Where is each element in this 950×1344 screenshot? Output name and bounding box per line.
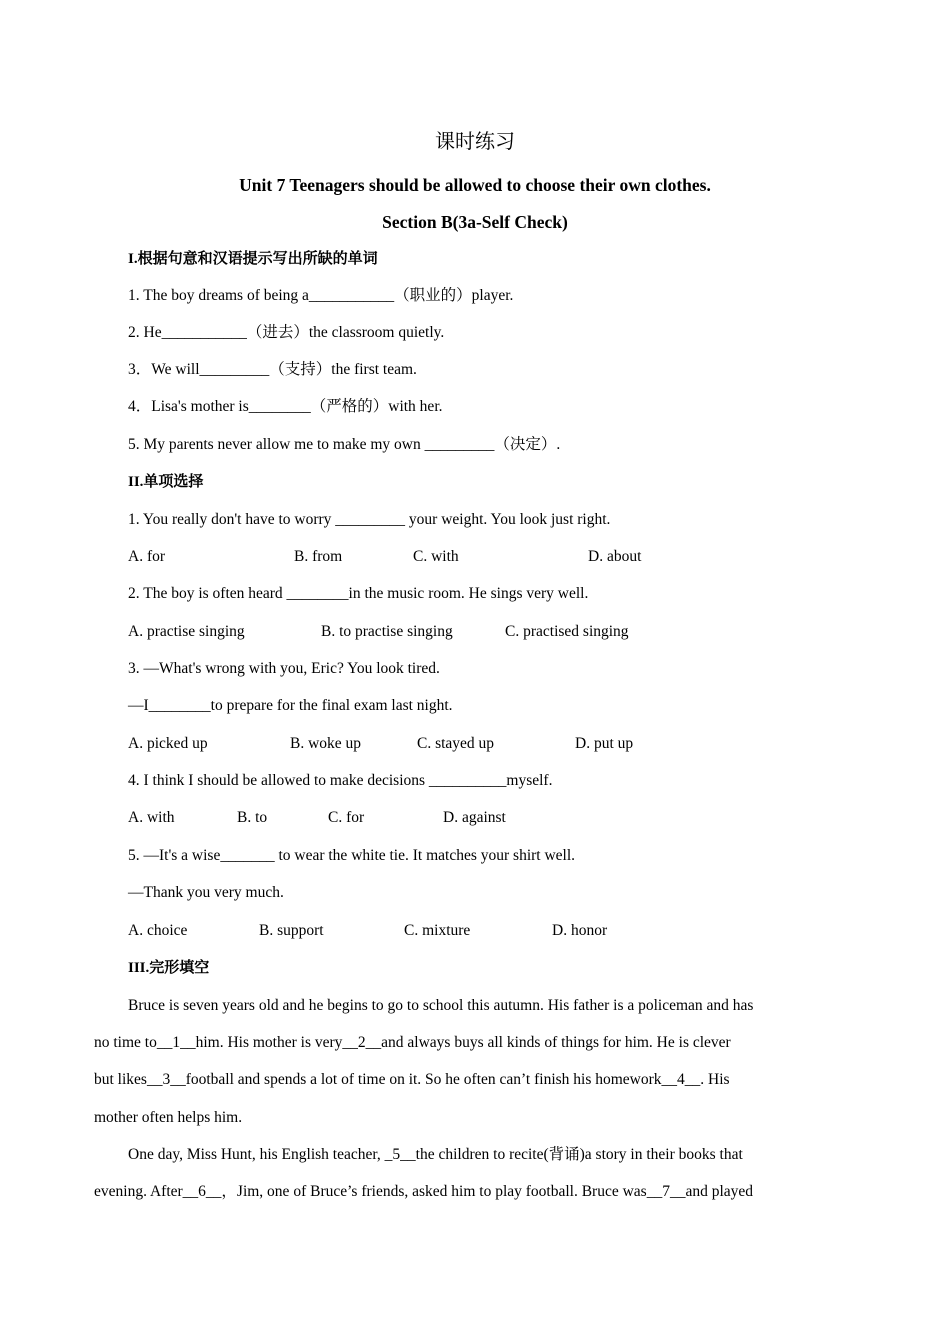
option: A. with [128, 809, 175, 826]
part1-item: 4．Lisa's mother is________（严格的）with her. [128, 398, 443, 415]
unit-title: Unit 7 Teenagers should be allowed to choose their own clothes. [239, 175, 711, 195]
passage-line: One day, Miss Hunt, his English teacher, _5__the children to recite(背诵)a story in their books that [128, 1146, 743, 1163]
section-title: Section B(3a-Self Check) [382, 212, 568, 232]
option: C. practised singing [505, 623, 629, 640]
question-stem: 5. —It's a wise_______ to wear the white tie. It matches your shirt well. [128, 847, 576, 864]
option: C. mixture [404, 922, 471, 939]
option: D. put up [575, 735, 634, 752]
question-stem: 4. I think I should be allowed to make decisions __________myself. [128, 772, 553, 789]
option: A. choice [128, 922, 188, 939]
passage-line: Bruce is seven years old and he begins to go to school this autumn. His father is a policeman and has [128, 997, 754, 1014]
option-row [0, 547, 950, 567]
part3-heading: III.完形填空 [128, 960, 210, 976]
passage-line: but likes__3__football and spends a lot of time on it. So he often can’t finish his homework__4__. His [94, 1071, 730, 1088]
question-stem: 2. The boy is often heard ________in the music room. He sings very well. [128, 585, 589, 602]
option: B. from [294, 548, 343, 565]
part2-heading: II.单项选择 [128, 474, 204, 490]
option: B. woke up [290, 735, 362, 752]
option: D. against [443, 809, 506, 826]
option: A. for [128, 548, 166, 565]
page-title: 课时练习 [435, 129, 515, 153]
passage-line: no time to__1__him. His mother is very__2__and always buys all kinds of things for him. He is clever [94, 1034, 731, 1051]
part1-item: 5. My parents never allow me to make my own _________（决定）. [128, 436, 561, 453]
part1-item: 3．We will_________（支持）the first team. [128, 361, 417, 378]
option: C. for [328, 809, 365, 826]
part1-item: 1. The boy dreams of being a___________（职业的）player. [128, 287, 514, 304]
option: D. about [588, 548, 642, 565]
option: B. to practise singing [321, 623, 453, 640]
option: B. support [259, 922, 324, 939]
option: A. practise singing [128, 623, 245, 640]
option-row [0, 921, 950, 941]
question-reply: —Thank you very much. [128, 884, 284, 901]
question-reply: —I________to prepare for the final exam last night. [128, 697, 453, 714]
option: A. picked up [128, 735, 208, 752]
option: D. honor [552, 922, 608, 939]
part1-heading: I.根据句意和汉语提示写出所缺的单词 [128, 251, 378, 267]
passage-line: mother often helps him. [94, 1109, 243, 1126]
option: C. stayed up [417, 735, 495, 752]
question-stem: 3. —What's wrong with you, Eric? You look tired. [128, 660, 440, 677]
option-row [0, 808, 950, 828]
option: B. to [237, 809, 268, 826]
option: C. with [413, 548, 459, 565]
option-row [0, 622, 950, 642]
part1-item: 2. He___________（进去）the classroom quietly. [128, 324, 445, 341]
passage-line: evening. After__6__，Jim, one of Bruce’s friends, asked him to play football. Bruce was__7__and played [94, 1183, 754, 1200]
question-stem: 1. You really don't have to worry _________ your weight. You look just right. [128, 511, 611, 528]
option-row [0, 734, 950, 754]
